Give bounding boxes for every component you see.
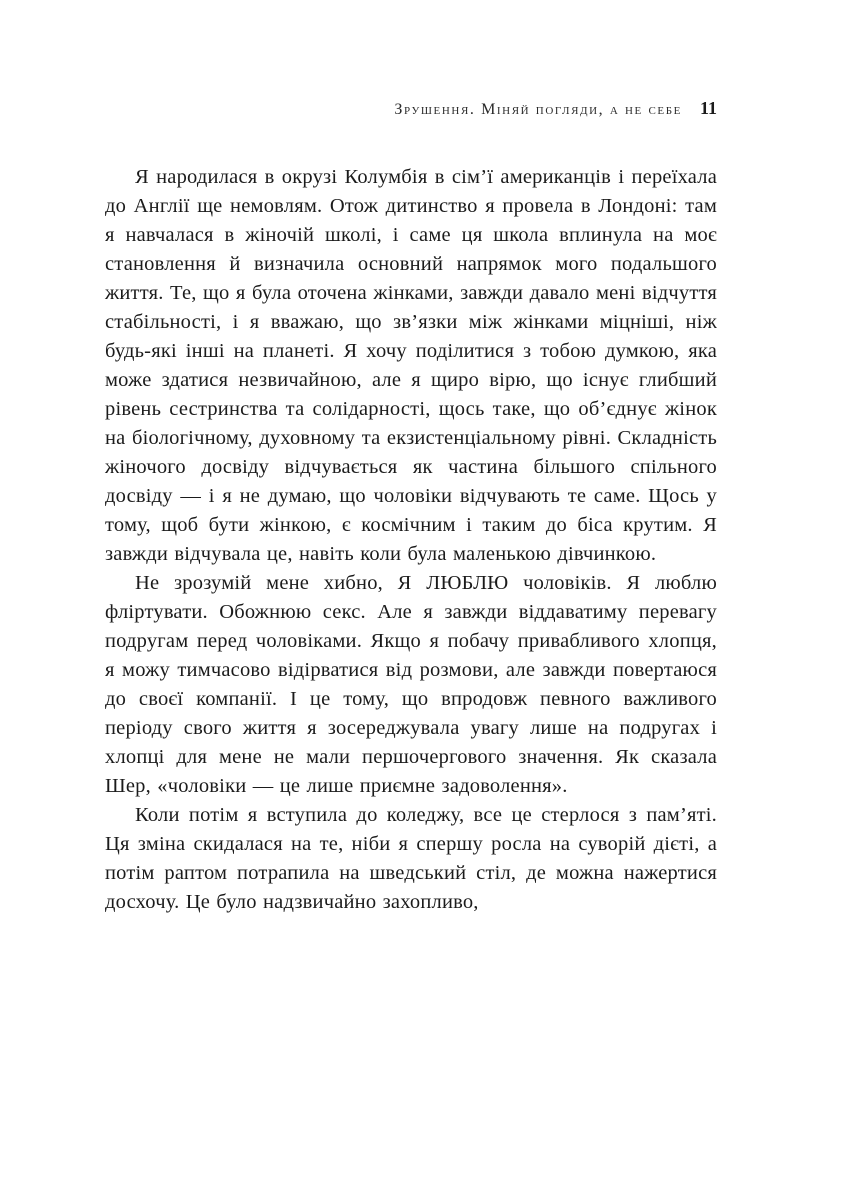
paragraph-3: Коли потім я вступила до коледжу, все це стерлося з пам’яті. Ця зміна скидалася на те, ніби я спершу росла на суворій дієті, а потім раптом потрапила на шведський стіл, де можна нажертися досхочу. Це було надзвичайно захопливо,	[105, 804, 717, 913]
running-title: Зрушення. Міняй погляди, а не себе	[394, 101, 682, 118]
paragraph-1: Я народилася в окрузі Колумбія в сім’ї американців і переїхала до Англії ще немовлям. Отож дитинство я провела в Лондоні: там я навчалася в жіночій школі, і саме ця школа вплинула на моє становлення й визначила основний напрямок мого подальшого життя. Те, що я була оточена жінками, завжди давало мені відчуття стабільності, і я вважаю, що зв’язки між жінками міцніші, ніж будь-які інші на планеті. Я хочу поділитися з тобою думкою, яка може здатися незвичайною, але я щиро вірю, що існує глибший рівень сестринства та солідарності, щось таке, що об’єднує жінок на біологічному, духовному та екзистенціальному рівні. Складність жіночого досвіду відчувається як частина більшого спільного досвіду — і я не думаю, що чоловіки відчувають те саме. Щось у тому, щоб бути жінкою, є космічним і таким до біса крутим. Я завжди відчувала це, навіть коли була маленькою дівчинкою.	[105, 166, 717, 565]
text-block	[105, 98, 717, 917]
paragraph-2: Не зрозумій мене хибно, Я ЛЮБЛЮ чоловіків. Я люблю фліртувати. Обожнюю секс. Але я завжди віддаватиму перевагу подругам перед чоловіками. Якщо я побачу привабливого хлопця, я можу тимчасово відірватися від розмови, але завжди повертаюся до своєї компанії. І це тому, що впродовж певного важливого періоду свого життя я зосереджувала увагу лише на подругах і хлопці для мене не мали першочергового значення. Як сказала Шер, «чоловіки — це лише приємне задоволення».	[105, 572, 717, 797]
running-head	[105, 98, 717, 119]
body-text	[105, 163, 717, 917]
page-number: 11	[699, 98, 717, 118]
